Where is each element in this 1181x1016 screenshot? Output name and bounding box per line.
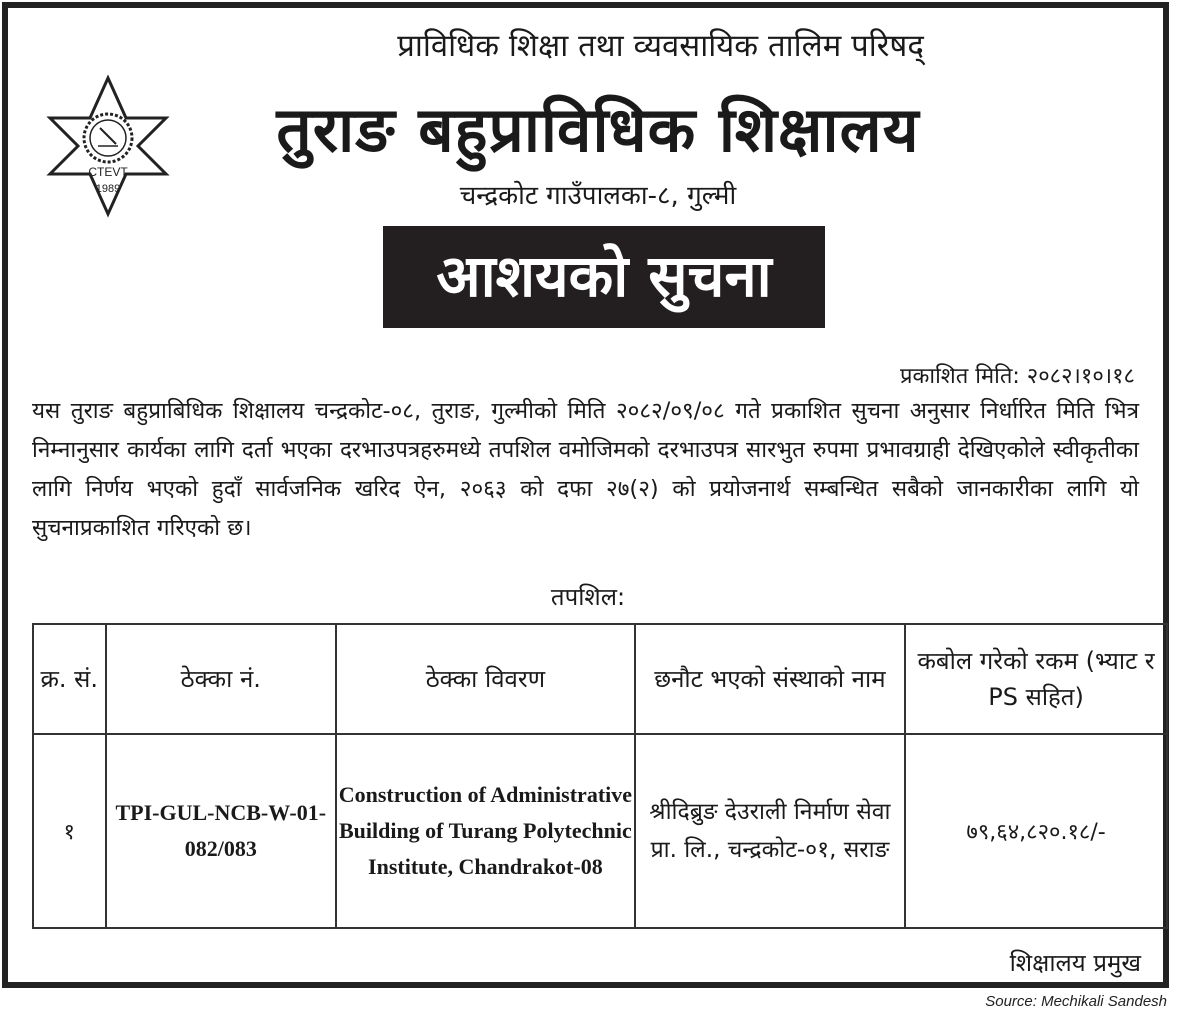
header-serial: क्र. सं. [33, 624, 106, 734]
notice-body: यस तुराङ बहुप्राबिधिक शिक्षालय चन्द्रकोट-०८, तुराङ, गुल्मीको मिति २०८२/०९/०८ गते प्रकाशित सुचना अनुसार निर्धारित मिति भित्र निम्नानुसार कार्यका लागि दर्ता भएका दरभाउपत्रहरुमध्ये तपशिल वमोजिमको दरभाउपत्र सारभुत रुपमा प्रभावग्राही देखिएकोले स्वीकृतीका लागि निर्णय भएको हुदाँ सार्वजनिक खरिद ऐन, २०६३ को दफा २७(२) को प्रयोजनार्थ सम्बन्धित सबैको जानकारीका लागि यो सुचनाप्रकाशित गरिएको छ। [32, 398, 1139, 541]
header-bid-amount: कबोल गरेको रकम (भ्याट र PS सहित) [905, 624, 1167, 734]
cell-firm: श्रीदिब्रुङ देउराली निर्माण सेवा प्रा. लि., चन्द्रकोट-०१, सराङ [635, 734, 905, 928]
svg-text:1989: 1989 [95, 183, 121, 195]
college-title: तुराङ बहुप्राविधिक शिक्षालय [276, 93, 920, 166]
college-address: चन्द्रकोट गाउँपालका-८, गुल्मी [459, 181, 737, 211]
table-caption: तपशिल: [550, 583, 626, 611]
ctevt-star-logo-icon [46, 74, 170, 218]
contract-table [32, 623, 1168, 929]
header-contract-no: ठेक्का नं. [106, 624, 337, 734]
source-credit: Source: Mechikali Sandesh [985, 993, 1167, 1010]
notice-frame [2, 2, 1169, 988]
cell-amount: ७९,६४,८२०.१८/- [905, 734, 1167, 928]
published-date: प्रकाशित मिति: २०८२।१०।१८ [900, 364, 1135, 389]
table-header-row [33, 624, 1167, 734]
signatory: शिक्षालय प्रमुख [1009, 949, 1141, 977]
cell-description: Construction of Administrative Building of Turang Polytechnic Institute, Chandrakot-08 [336, 734, 635, 928]
header-description: ठेक्का विवरण [336, 624, 635, 734]
table-row [33, 734, 1167, 928]
header-selected-firm: छनौट भएको संस्थाको नाम [635, 624, 905, 734]
svg-text:CTEVT: CTEVT [88, 165, 128, 179]
council-name: प्राविधिक शिक्षा तथा व्यवसायिक तालिम परिषद् [397, 28, 924, 64]
cell-serial: १ [33, 734, 106, 928]
notice-title-banner: आशयको सुचना [383, 226, 825, 328]
cell-contract-no: TPI-GUL-NCB-W-01-082/083 [106, 734, 337, 928]
